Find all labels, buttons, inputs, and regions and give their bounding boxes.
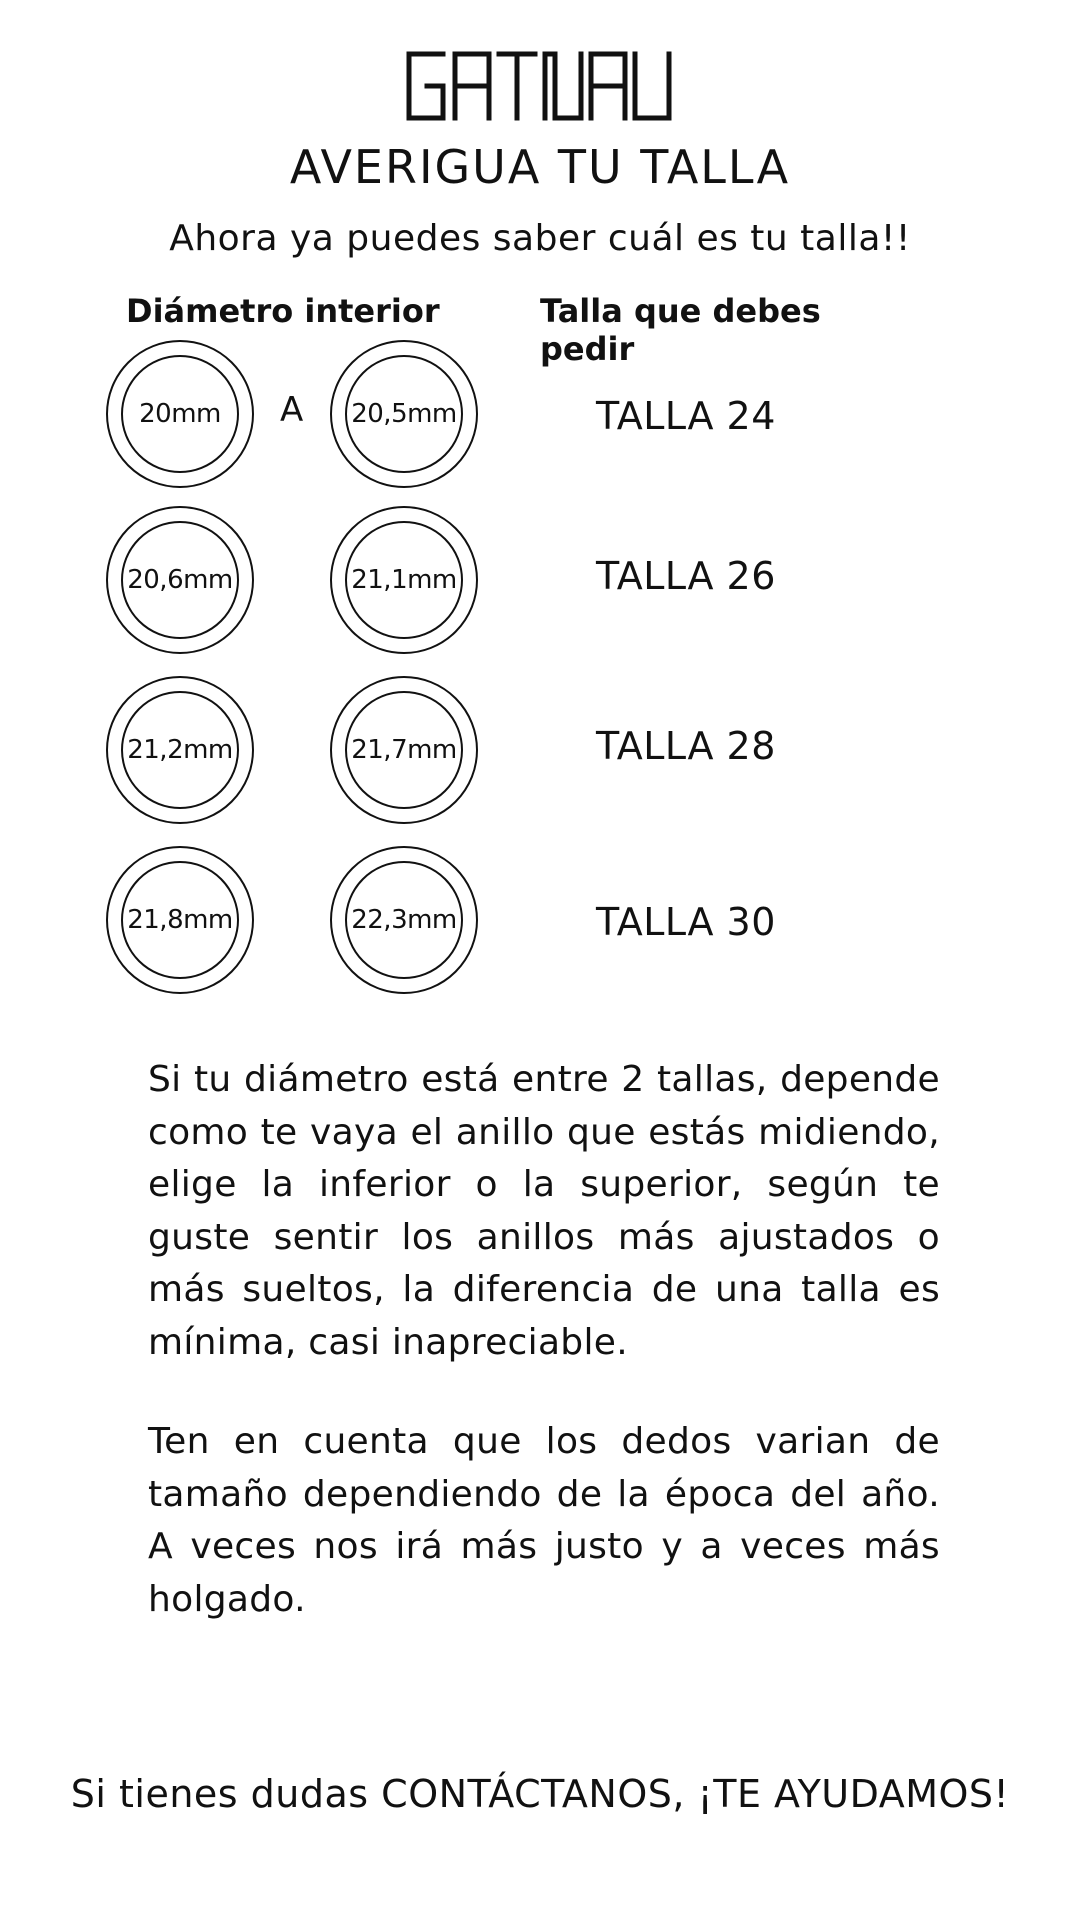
- diameter-min-label: 20mm: [139, 399, 221, 429]
- ring-min-row-1: [106, 340, 254, 488]
- size-label-row-1: TALLA 24: [596, 394, 776, 438]
- ring-max-row-4: [330, 846, 478, 994]
- diameter-max-label: 21,7mm: [351, 735, 457, 765]
- column-header-diameter: Diámetro interior: [126, 292, 440, 330]
- ring-min-row-2: [106, 506, 254, 654]
- ring-min-row-3: [106, 676, 254, 824]
- diameter-max-label: 22,3mm: [351, 905, 457, 935]
- page-title: AVERIGUA TU TALLA: [289, 140, 791, 194]
- paragraph-finger-size: Ten en cuenta que los dedos varian de tamaño dependiendo de la época del año. A veces nos irá más justo y a veces más holgado.: [148, 1421, 940, 1620]
- diameter-min-label: 21,8mm: [127, 905, 233, 935]
- size-label-row-2: TALLA 26: [596, 554, 776, 598]
- size-label-row-4: TALLA 30: [596, 900, 776, 944]
- diameter-max-label: 20,5mm: [351, 399, 457, 429]
- subtitle: Ahora ya puedes saber cuál es tu talla!!: [169, 218, 911, 259]
- diameter-min-label: 20,6mm: [127, 565, 233, 595]
- ring-min-row-4: [106, 846, 254, 994]
- ring-max-row-1: [330, 340, 478, 488]
- diameter-max-label: 21,1mm: [351, 565, 457, 595]
- ring-max-row-3: [330, 676, 478, 824]
- brand-logo: [0, 50, 1080, 130]
- size-label-row-3: TALLA 28: [596, 724, 776, 768]
- range-separator: A: [280, 390, 304, 430]
- diameter-min-label: 21,2mm: [127, 735, 233, 765]
- ring-max-row-2: [330, 506, 478, 654]
- contact-footer: Si tienes dudas CONTÁCTANOS, ¡TE AYUDAMOS!: [70, 1772, 1010, 1816]
- column-header-size: Talla que debes pedir: [540, 292, 821, 368]
- paragraph-between-sizes: Si tu diámetro está entre 2 tallas, depende como te vaya el anillo que estás midiendo, elige la inferior o la superior, según te guste sentir los anillos más ajustados o más sueltos, la diferencia de una talla es mínima, casi inapreciable.: [148, 1059, 940, 1363]
